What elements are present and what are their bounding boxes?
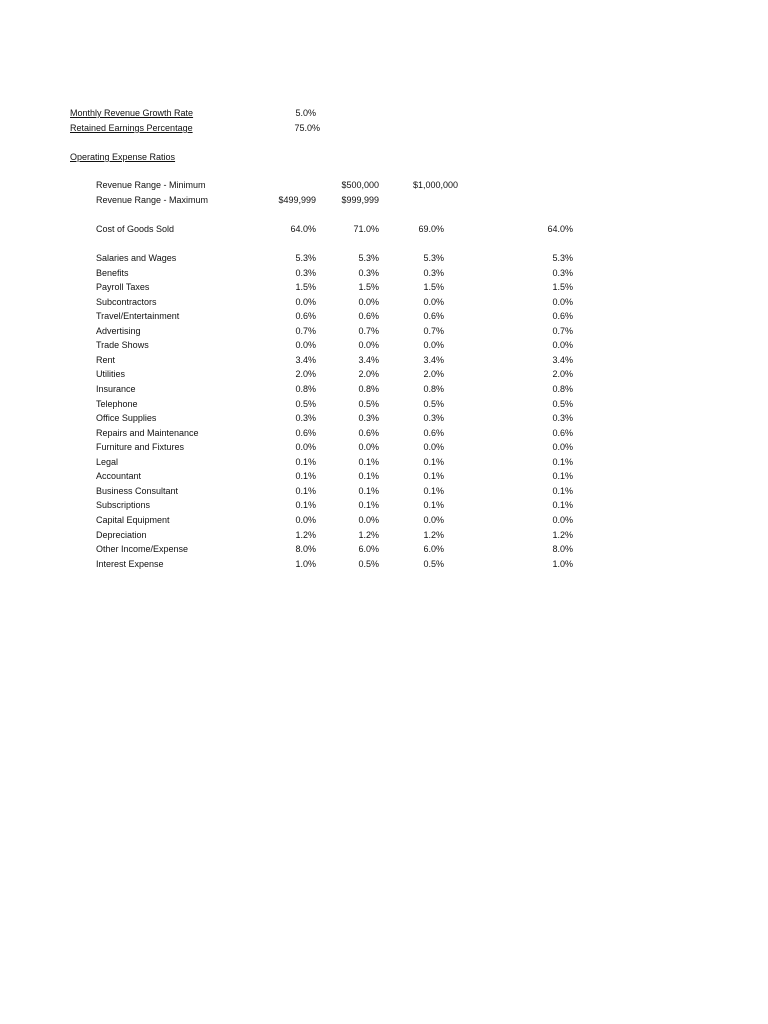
expense-cell: 0.0%: [358, 296, 379, 307]
expense-cell: 0.5%: [423, 558, 444, 569]
expense-cell: 0.0%: [295, 514, 316, 525]
expense-label: Travel/Entertainment: [96, 311, 180, 322]
expense-label: Capital Equipment: [96, 514, 170, 525]
revenue-max-cell: $999,999: [341, 195, 379, 205]
revenue-min-cell: $1,000,000: [412, 180, 458, 190]
expense-cell: 0.0%: [423, 514, 444, 525]
expense-cell: 1.5%: [358, 282, 379, 293]
expense-label: Repairs and Maintenance: [96, 427, 199, 438]
expense-label: Benefits: [96, 267, 129, 278]
expense-cell: 0.5%: [358, 398, 379, 409]
expense-cell: 1.2%: [552, 529, 573, 540]
expense-cell: 2.0%: [423, 369, 444, 380]
expense-label: Salaries and Wages: [96, 253, 177, 263]
revenue-min-label: Revenue Range - Minimum: [96, 180, 206, 190]
growth-rate-value: 5.0%: [295, 108, 316, 118]
expense-cell: 0.0%: [358, 514, 379, 525]
expense-label: Interest Expense: [96, 558, 164, 569]
expense-cell: 0.5%: [358, 558, 379, 569]
expense-row: [0, 340, 768, 352]
expense-cell: 0.6%: [552, 311, 573, 322]
expense-cell: 1.0%: [552, 558, 573, 569]
expense-cell: 0.7%: [423, 325, 444, 336]
expense-label: Subscriptions: [96, 500, 151, 511]
expense-cell: 0.0%: [423, 442, 444, 453]
expense-cell: 0.1%: [358, 471, 379, 482]
expense-cell: 0.1%: [423, 485, 444, 496]
expense-cell: 1.5%: [423, 282, 444, 293]
expense-cell: 0.3%: [295, 413, 316, 424]
expense-cell: 6.0%: [423, 544, 444, 554]
cogs-cell: 71.0%: [353, 224, 379, 234]
expense-cell: 0.0%: [358, 442, 379, 453]
revenue-min-row: [0, 180, 768, 192]
expense-cell: 5.3%: [552, 253, 573, 263]
revenue-max-cell: $499,999: [278, 195, 316, 205]
expense-label: Rent: [96, 354, 116, 365]
expense-cell: 0.0%: [552, 340, 573, 351]
expense-cell: 0.0%: [552, 442, 573, 453]
expense-cell: 0.6%: [295, 311, 316, 322]
expense-cell: 0.8%: [358, 384, 379, 394]
expense-row: [0, 544, 768, 556]
expense-cell: 0.1%: [295, 471, 316, 482]
expense-cell: 1.2%: [295, 529, 316, 540]
expense-row: [0, 471, 768, 483]
expense-row: [0, 457, 768, 469]
expense-cell: 1.5%: [295, 282, 316, 293]
revenue-max-row: [0, 195, 768, 207]
expense-row: [0, 282, 768, 294]
expense-cell: 0.6%: [423, 427, 444, 438]
cogs-cell: 64.0%: [547, 224, 573, 234]
expense-label: Trade Shows: [96, 340, 149, 351]
expense-cell: 3.4%: [295, 354, 316, 365]
expense-row: [0, 515, 768, 527]
expense-cell: 8.0%: [295, 544, 316, 554]
expense-row: [0, 530, 768, 542]
expense-cell: 0.3%: [552, 267, 573, 278]
expense-cell: 0.0%: [295, 442, 316, 453]
expense-cell: 2.0%: [358, 369, 379, 380]
cogs-label: Cost of Goods Sold: [96, 224, 175, 234]
expense-cell: 0.8%: [423, 384, 444, 394]
expense-cell: 0.6%: [423, 311, 444, 322]
retained-earnings-label: Retained Earnings Percentage: [70, 123, 193, 133]
expense-cell: 0.3%: [423, 413, 444, 424]
expense-cell: 0.1%: [423, 456, 444, 467]
expense-label: Furniture and Fixtures: [96, 442, 185, 453]
expense-cell: 0.0%: [423, 340, 444, 351]
expense-cell: 3.4%: [358, 354, 379, 365]
expense-cell: 0.0%: [423, 296, 444, 307]
expense-row: [0, 399, 768, 411]
expense-cell: 0.1%: [423, 471, 444, 482]
expense-label: Utilities: [96, 369, 126, 380]
expense-cell: 1.2%: [358, 529, 379, 540]
expense-cell: 6.0%: [358, 544, 379, 554]
opex-heading: Operating Expense Ratios: [70, 152, 176, 162]
expense-row: [0, 297, 768, 309]
expense-cell: 5.3%: [295, 253, 316, 263]
expense-label: Advertising: [96, 325, 141, 336]
expense-row: [0, 384, 768, 396]
expense-cell: 0.5%: [295, 398, 316, 409]
expense-cell: 0.0%: [295, 296, 316, 307]
cogs-cell: 69.0%: [418, 224, 444, 234]
cogs-row: [0, 224, 768, 236]
expense-cell: 0.6%: [358, 427, 379, 438]
expense-cell: 5.3%: [423, 253, 444, 263]
expense-cell: 1.0%: [295, 558, 316, 569]
growth-rate-label: Monthly Revenue Growth Rate: [70, 108, 194, 118]
expense-label: Payroll Taxes: [96, 282, 150, 293]
expense-label: Telephone: [96, 398, 138, 409]
expense-row: [0, 428, 768, 440]
expense-row: [0, 253, 768, 265]
expense-cell: 0.1%: [552, 485, 573, 496]
expense-cell: 0.0%: [295, 340, 316, 351]
expense-row: [0, 500, 768, 512]
expense-row: [0, 355, 768, 367]
expense-cell: 0.3%: [423, 267, 444, 278]
expense-label: Office Supplies: [96, 413, 157, 424]
expense-cell: 0.7%: [295, 325, 316, 336]
expense-row: [0, 369, 768, 381]
revenue-max-label: Revenue Range - Maximum: [96, 195, 209, 205]
expense-cell: 1.5%: [552, 282, 573, 293]
expense-label: Business Consultant: [96, 485, 179, 496]
expense-cell: 0.5%: [423, 398, 444, 409]
cogs-cell: 64.0%: [290, 224, 316, 234]
expense-cell: 0.3%: [358, 267, 379, 278]
expense-cell: 0.6%: [358, 311, 379, 322]
expense-cell: 3.4%: [552, 354, 573, 365]
expense-cell: 0.7%: [358, 325, 379, 336]
expense-cell: 0.6%: [295, 427, 316, 438]
expense-row: [0, 486, 768, 498]
expense-cell: 0.3%: [552, 413, 573, 424]
revenue-min-cell: $500,000: [341, 180, 379, 190]
expense-cell: 0.6%: [552, 427, 573, 438]
expense-row: [0, 326, 768, 338]
expense-cell: 0.1%: [295, 456, 316, 467]
expense-cell: 0.8%: [295, 384, 316, 394]
expense-cell: 0.0%: [552, 296, 573, 307]
expense-cell: 0.1%: [423, 500, 444, 511]
expense-cell: 0.7%: [552, 325, 573, 336]
expense-cell: 0.3%: [295, 267, 316, 278]
expense-cell: 8.0%: [552, 544, 573, 554]
expense-cell: 2.0%: [552, 369, 573, 380]
expense-cell: 1.2%: [423, 529, 444, 540]
expense-cell: 0.1%: [295, 485, 316, 496]
expense-cell: 0.8%: [552, 384, 573, 394]
expense-row: [0, 268, 768, 280]
expense-cell: 0.1%: [552, 471, 573, 482]
expense-label: Depreciation: [96, 529, 147, 540]
retained-earnings-value: 75.0%: [294, 123, 320, 133]
expense-cell: 0.1%: [358, 485, 379, 496]
expense-row: [0, 413, 768, 425]
expense-cell: 0.0%: [552, 514, 573, 525]
expense-row: [0, 559, 768, 571]
expense-cell: 0.3%: [358, 413, 379, 424]
expense-cell: 3.4%: [423, 354, 444, 365]
expense-cell: 0.1%: [295, 500, 316, 511]
expense-cell: 0.1%: [358, 456, 379, 467]
expense-label: Legal: [96, 456, 119, 467]
expense-label: Subcontractors: [96, 296, 157, 307]
expense-cell: 0.1%: [552, 456, 573, 467]
expense-row: [0, 311, 768, 323]
expense-cell: 5.3%: [358, 253, 379, 263]
expense-cell: 2.0%: [295, 369, 316, 380]
expense-row: [0, 442, 768, 454]
expense-cell: 0.0%: [358, 340, 379, 351]
expense-cell: 0.1%: [552, 500, 573, 511]
expense-cell: 0.5%: [552, 398, 573, 409]
expense-label: Accountant: [96, 471, 142, 482]
expense-label: Other Income/Expense: [96, 544, 189, 554]
expense-label: Insurance: [96, 384, 136, 394]
expense-cell: 0.1%: [358, 500, 379, 511]
